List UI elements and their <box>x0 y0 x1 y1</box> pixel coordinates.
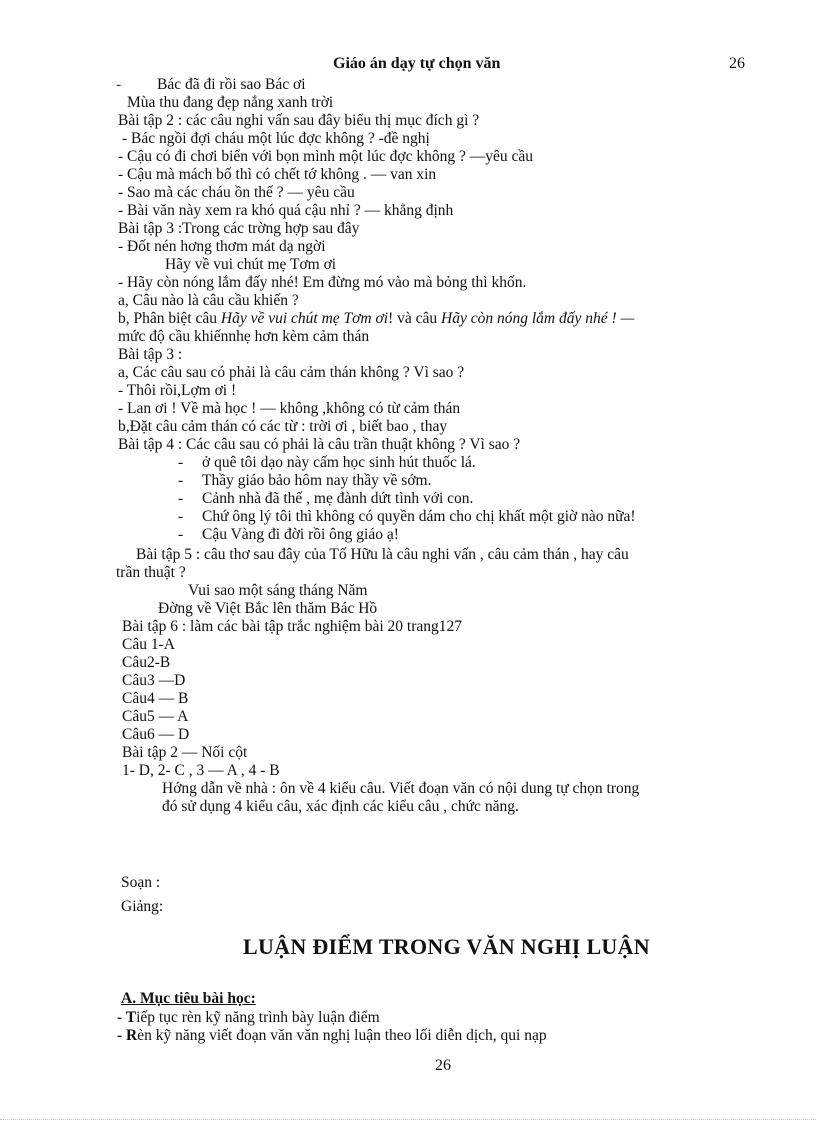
exercise-3-sentence: - Hãy còn nóng lắm đấy nhé! Em đừng mó vào mà bỏng thì khốn. <box>118 274 527 291</box>
taught-date-label: Giảng: <box>121 898 164 915</box>
homework-line-1: Hớng dẫn về nhà : ôn về 4 kiểu câu. Viết đoạn văn có nội dung tự chọn trong <box>162 780 640 797</box>
header-page-number: 26 <box>729 55 745 72</box>
exercise-3b-question-b: b,Đặt câu cảm thán có các từ : trời ơi , biết bao , thay <box>118 418 448 435</box>
bullet-text: Cảnh nhà đã thế , mẹ đành dứt tình với con. <box>202 490 474 507</box>
objective-1-text: iếp tục rèn kỹ năng trình bày luận điểm <box>136 1009 380 1026</box>
bullet-dash: - <box>178 454 184 471</box>
question-b-lead: b, Phân biệt câu <box>118 310 221 327</box>
answer-3: Câu3 —D <box>122 672 186 689</box>
objective-2-text: èn kỹ năng viết đoạn văn văn nghị luận theo lối diễn dịch, qui nạp <box>137 1027 547 1044</box>
bullet-dash: - <box>178 508 184 525</box>
objective-2 <box>117 1027 547 1045</box>
red-dash: - <box>116 76 122 93</box>
exercise-6-heading: Bài tập 6 : làm các bài tập trắc nghiệm bài 20 trang127 <box>122 618 463 635</box>
exercise-5-heading: Bài tập 5 : câu thơ sau đây của Tố Hữu là câu nghi vấn , câu cảm thán , hay câu <box>136 546 629 563</box>
exercise-2-item-1: - Bác ngồi đợi cháu một lúc đợc không ? -đề nghị <box>122 130 430 147</box>
poem-line-1: Bác đã đi rồi sao Bác ơi <box>157 76 306 93</box>
question-b-mid: ! và câu <box>388 310 442 327</box>
section-title: LUẬN ĐIỂM TRONG VĂN NGHỊ LUẬN <box>243 934 650 959</box>
exercise-2-heading: Bài tập 2 : các câu nghi vấn sau đây biểu thị mục đích gì ? <box>118 112 480 129</box>
objective-1 <box>117 1009 380 1027</box>
question-b-quote-2: Hãy còn nóng lắm đấy nhé ! — <box>441 310 635 327</box>
bullet-text: Thầy giáo bảo hôm nay thầy về sớm. <box>202 472 432 489</box>
bullet-dash: - <box>178 472 184 489</box>
exercise-4-bullet-5 <box>178 526 399 544</box>
objective-1-lead: - T <box>117 1009 137 1026</box>
header-title: Giáo án dạy tự chọn văn <box>333 55 501 72</box>
exercise-4-bullet-3 <box>178 490 473 508</box>
exercise-3b-question-a: a, Các câu sau có phải là câu cảm thán không ? Vì sao ? <box>118 364 465 381</box>
bullet-dash: - <box>178 490 184 507</box>
answer-1: Câu 1-A <box>122 636 175 653</box>
exercise-4-bullet-4 <box>178 508 636 526</box>
exercise-2-item-2: - Cậu có đi chơi biển với bọn mình một lúc đợc không ? —yêu cầu <box>118 148 534 165</box>
page-bottom-divider <box>0 1119 816 1120</box>
bullet-text: Chứ ông lý tôi thì không có quyền dám cho chị khất một giờ nào nữa! <box>202 508 636 525</box>
exercise-4-heading: Bài tập 4 : Các câu sau có phải là câu trần thuật không ? Vì sao ? <box>118 436 521 453</box>
bullet-text: Cậu Vàng đi đời rồi ông giáo ạ! <box>202 526 399 543</box>
answer-6: Câu6 — D <box>122 726 190 743</box>
exercise-3-question-b <box>118 310 634 328</box>
exercise-4-bullet-1 <box>178 454 476 472</box>
exercise-3-answer: mức độ cầu khiếnnhẹ hơn kèm cảm thán <box>118 328 370 345</box>
exercise-4-bullet-2 <box>178 472 431 490</box>
footer-page-number: 26 <box>435 1057 451 1074</box>
answer-2: Câu2-B <box>122 654 171 671</box>
question-b-quote-1: Hãy về vui chút mẹ Tơm ơi <box>220 310 389 327</box>
objectives-heading: A. Mục tiêu bài học: <box>121 990 256 1007</box>
exercise-2-match-heading: Bài tập 2 — Nối cột <box>122 744 248 761</box>
exercise-3-heading: Bài tập 3 :Trong các trờng hợp sau đây <box>118 220 360 237</box>
exercise-3-verse-1: - Đốt nén hơng thơm mát dạ ngời <box>118 238 326 255</box>
exercise-5-verse-2: Đờng về Việt Bắc lên thăm Bác Hồ <box>158 600 378 617</box>
exercise-3b-heading: Bài tập 3 : <box>118 346 183 363</box>
exercise-2-item-4: - Sao mà các cháu ồn thế ? — yêu cầu <box>118 184 355 201</box>
exercise-2-match-answer: 1- D, 2- C , 3 — A , 4 - B <box>122 762 280 779</box>
exercise-3b-item-2: - Lan ơi ! Về mà học ! — không ,không có từ cảm thán <box>118 400 461 417</box>
bullet-text: ở quê tôi dạo này cấm học sinh hút thuốc lá. <box>202 454 476 471</box>
exercise-3-question-a: a, Câu nào là câu cầu khiến ? <box>118 292 299 309</box>
exercise-3b-item-1: - Thôi rồi,Lợm ơi ! <box>118 382 237 399</box>
answer-4: Câu4 — B <box>122 690 189 707</box>
homework-line-2: đó sử dụng 4 kiểu câu, xác định các kiểu câu , chức năng. <box>162 798 519 815</box>
bullet-dash: - <box>178 526 184 543</box>
exercise-5-verse-1: Vui sao một sáng tháng Năm <box>188 582 368 599</box>
exercise-5-heading-cont: trần thuật ? <box>116 564 186 581</box>
exercise-2-item-3: - Cậu mà mách bố thì có chết tớ không . — van xin <box>118 166 437 183</box>
objective-2-lead: - R <box>117 1027 138 1044</box>
exercise-2-item-5: - Bài văn này xem ra khó quá cậu nhỉ ? — khẳng định <box>118 202 454 219</box>
prepared-date-label: Soạn : <box>121 874 161 891</box>
poem-line-2: Mùa thu đang đẹp nắng xanh trời <box>127 94 334 111</box>
exercise-3-verse-2: Hãy về vui chút mẹ Tơm ơi <box>165 256 337 273</box>
answer-5: Câu5 — A <box>122 708 189 725</box>
